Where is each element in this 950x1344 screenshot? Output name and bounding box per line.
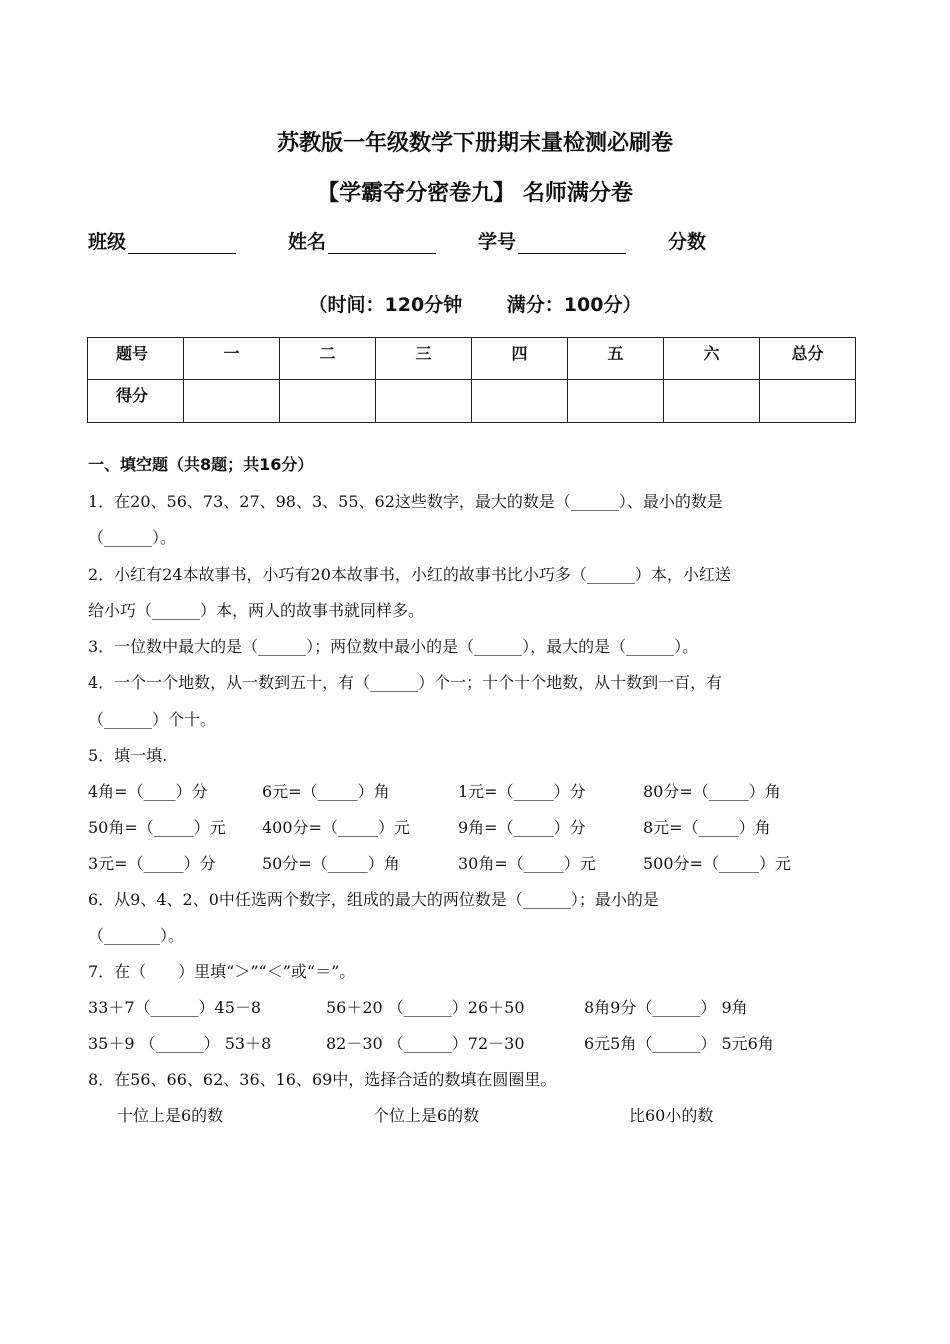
money-item: 3元=（_____）分	[88, 854, 216, 873]
question-3-line: 3．一位数中最大的是（______）；两位数中最小的是（______），最大的是（______）。	[88, 637, 699, 656]
compare-item: 8角9分（______） 9角	[584, 998, 748, 1017]
question-4-line-1: 4．一个一个地数，从一数到五十，有（______）个一；十个十个地数，从十数到一百，有	[88, 673, 723, 692]
money-item: 30角=（_____）元	[458, 854, 596, 873]
money-item: 6元=（_____）角	[262, 782, 390, 801]
score-row-label: 得分	[88, 380, 184, 423]
question-2-line-1: 2．小红有24本故事书，小巧有20本故事书，小红的故事书比小巧多（______）本，小红送	[88, 565, 731, 584]
name-blank[interactable]	[328, 233, 436, 254]
name-label: 姓名	[288, 231, 327, 253]
money-item: 4角=（____）分	[88, 782, 208, 801]
score-table-header: 四	[472, 338, 568, 380]
page-subtitle: 【学霸夺分密卷九】 名师满分卷	[317, 181, 633, 206]
question-7-line: 7．在（ ）里填“＞”“＜”或“＝”。	[88, 962, 356, 981]
score-table-header: 一	[184, 338, 280, 380]
money-item: 8元=（_____）角	[643, 818, 771, 837]
compare-item: 35＋9 （______） 53＋8	[88, 1034, 272, 1053]
question-4-line-2: （______）个十。	[88, 710, 217, 729]
score-cell[interactable]	[472, 380, 568, 423]
compare-item: 82－30 （______）72－30	[326, 1034, 525, 1053]
question-1-line-1: 1．在20、56、73、27、98、3、55、62这些数字，最大的数是（______）、最小的数是	[88, 492, 723, 511]
name-field	[288, 227, 436, 254]
circle-label-less-than-60: 比60小的数	[629, 1106, 714, 1125]
score-label: 分数	[668, 231, 707, 253]
money-item: 80分=（_____）角	[643, 782, 781, 801]
money-item: 50角=（_____）元	[88, 818, 226, 837]
score-table	[87, 337, 856, 423]
money-item: 500分=（_____）元	[643, 854, 791, 873]
score-cell[interactable]	[376, 380, 472, 423]
score-cell[interactable]	[184, 380, 280, 423]
circle-label-ones: 个位上是6的数	[373, 1106, 480, 1125]
number-field	[478, 227, 626, 254]
score-cell[interactable]	[760, 380, 856, 423]
score-table-score-row	[88, 380, 856, 423]
question-8-line: 8．在56、66、62、36、16、69中，选择合适的数填在圆圈里。	[88, 1070, 557, 1089]
money-item: 50分=（_____）角	[262, 854, 400, 873]
page-title: 苏教版一年级数学下册期末量检测必刷卷	[276, 131, 673, 156]
question-5-line: 5．填一填.	[88, 746, 168, 765]
score-table-header: 三	[376, 338, 472, 380]
score-cell[interactable]	[568, 380, 664, 423]
class-label: 班级	[88, 231, 127, 253]
number-label: 学号	[478, 231, 517, 253]
section-heading: 一、填空题（共8题；共16分）	[88, 455, 314, 474]
money-item: 1元=（_____）分	[458, 782, 586, 801]
class-field	[88, 227, 236, 254]
score-table-header: 六	[664, 338, 760, 380]
compare-item: 33＋7（______）45－8	[88, 998, 262, 1017]
score-table-header: 题号	[88, 338, 184, 380]
question-6-line-2: （_______）。	[88, 926, 185, 945]
score-cell[interactable]	[280, 380, 376, 423]
number-blank[interactable]	[518, 233, 626, 254]
score-cell[interactable]	[664, 380, 760, 423]
score-table-header: 五	[568, 338, 664, 380]
score-table-header-row	[88, 338, 856, 380]
class-blank[interactable]	[128, 233, 236, 254]
score-field	[668, 227, 706, 254]
question-1-line-2: （______）。	[88, 528, 177, 547]
score-table-header: 总分	[760, 338, 856, 380]
exam-info: （时间：120分钟 满分：100分）	[308, 294, 642, 316]
money-item: 400分=（_____）元	[262, 818, 410, 837]
money-item: 9角=（_____）分	[458, 818, 586, 837]
compare-item: 6元5角（______） 5元6角	[584, 1034, 774, 1053]
compare-item: 56＋20 （______）26＋50	[326, 998, 525, 1017]
question-2-line-2: 给小巧（______）本，两人的故事书就同样多。	[88, 601, 425, 620]
question-6-line-1: 6．从9、4、2、0中任选两个数字，组成的最大的两位数是（______）；最小的是	[88, 890, 659, 909]
circle-label-tens: 十位上是6的数	[117, 1106, 224, 1125]
score-table-header: 二	[280, 338, 376, 380]
